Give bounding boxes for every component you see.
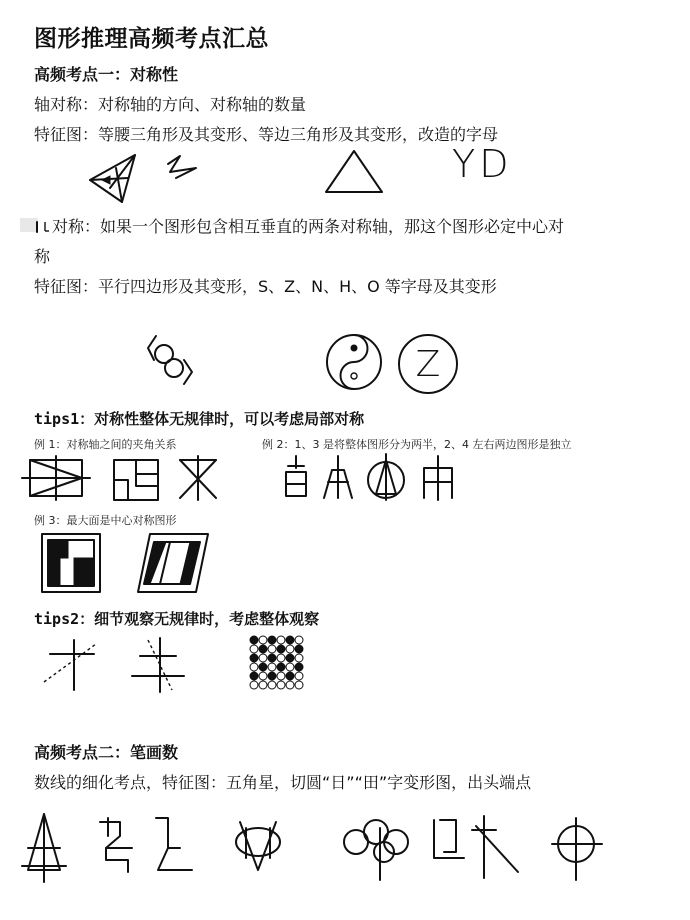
grid-dot <box>268 672 276 680</box>
circle-letter: Z <box>415 344 441 385</box>
yin-yang-icon <box>324 332 384 392</box>
grid-dot <box>286 636 294 644</box>
circle-letter-z-icon <box>396 332 460 396</box>
example2-figures <box>278 452 478 508</box>
scan-marks-icon <box>34 218 50 234</box>
grid-dot <box>277 636 285 644</box>
grid-dot <box>259 672 267 680</box>
grid-dot <box>277 654 285 662</box>
grid-dot <box>268 636 276 644</box>
section2-heading: 高频考点二：笔画数 <box>34 743 179 762</box>
grid-dot <box>259 645 267 653</box>
section1-heading: 高频考点一：对称性 <box>34 65 179 84</box>
grid-dot <box>250 636 258 644</box>
grid-dot <box>286 681 294 689</box>
example1-figures <box>20 452 220 508</box>
grid-dot <box>268 654 276 662</box>
grid-dot <box>277 681 285 689</box>
tips2-dot-grid <box>248 634 304 690</box>
grid-dot <box>295 681 303 689</box>
grid-dot <box>295 654 303 662</box>
grid-dot <box>277 672 285 680</box>
grid-dot <box>268 645 276 653</box>
axis-symmetry-line: 轴对称：对称轴的方向、对称轴的数量 <box>34 95 307 114</box>
grid-dot <box>259 636 267 644</box>
grid-dot <box>250 672 258 680</box>
grid-dot <box>277 645 285 653</box>
grid-dot <box>259 654 267 662</box>
grid-dot <box>295 636 303 644</box>
center-symmetry-features: 特征图：平行四边形及其变形，S、Z、N、H、O 等字母及其变形 <box>34 277 497 296</box>
grid-dot <box>259 681 267 689</box>
figure-triangle-star <box>80 150 210 206</box>
grid-dot <box>286 654 294 662</box>
center-symmetry-line-2: 称 <box>34 247 51 266</box>
figure-equilateral-triangle <box>322 148 386 196</box>
grid-dot <box>277 663 285 671</box>
grid-dot <box>295 663 303 671</box>
axis-symmetry-features: 特征图：等腰三角形及其变形、等边三角形及其变形，改造的字母 <box>34 125 499 144</box>
tips1-heading: tips1：对称性整体无规律时，可以考虑局部对称 <box>34 410 365 428</box>
grid-dot <box>286 645 294 653</box>
grid-dot <box>259 663 267 671</box>
grid-dot <box>250 645 258 653</box>
tips1-example3: 例 3：最大面是中心对称图形 <box>34 514 177 527</box>
grid-dot <box>268 663 276 671</box>
tips1-example2: 例 2：1、3 是将整体图形分为两半，2、4 左右两边图形是独立 <box>262 438 572 451</box>
grid-dot <box>250 654 258 662</box>
grid-dot <box>286 672 294 680</box>
tips1-example1: 例 1：对称轴之间的夹角关系 <box>34 438 177 451</box>
page-title: 图形推理高频考点汇总 <box>34 26 269 52</box>
figure-letters-yd: YD <box>452 142 513 186</box>
grid-dot <box>286 663 294 671</box>
stroke-count-figures <box>20 808 620 888</box>
section2-description: 数线的细化考点，特征图：五角星，切圆“日”“田”字变形图，出头端点 <box>34 773 532 792</box>
grid-dot <box>295 672 303 680</box>
tips2-heading: tips2：细节观察无规律时，考虑整体观察 <box>34 610 320 628</box>
figure-linked-circles <box>140 330 200 390</box>
grid-dot <box>250 681 258 689</box>
center-symmetry-line: 对称：如果一个图形包含相互垂直的两条对称轴，那这个图形必定中心对 <box>52 217 565 236</box>
tips2-cross-figures <box>40 636 200 694</box>
grid-dot <box>250 663 258 671</box>
grid-dot <box>268 681 276 689</box>
example3-figures <box>40 528 220 598</box>
grid-dot <box>295 645 303 653</box>
